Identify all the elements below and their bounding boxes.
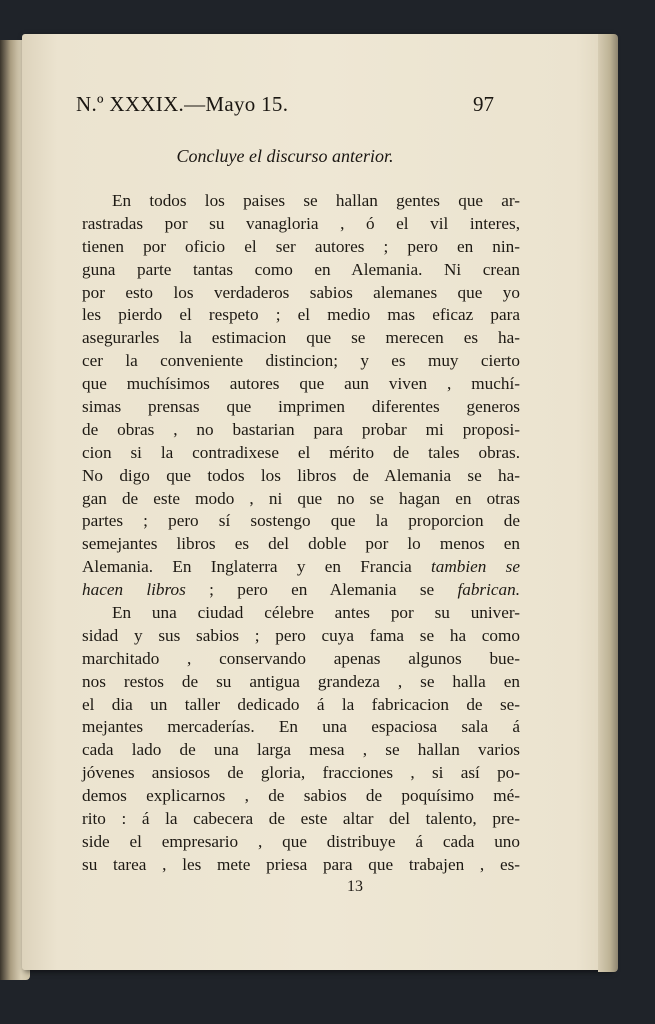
text-line: simas prensas que imprimen diferentes generos — [82, 397, 520, 417]
text-line: cion si la contradixese el mérito de tales obras. — [82, 442, 520, 462]
text-line: Alemania. En Inglaterra y en Francia tambien se — [82, 557, 520, 577]
text-line: marchitado , conservando apenas algunos bue- — [82, 648, 520, 668]
body-text — [82, 190, 520, 877]
text-line: de obras , no bastarian para probar mi proposi- — [82, 419, 520, 439]
text-line: En todos los paises se hallan gentes que ar- — [112, 191, 520, 210]
text-line: gan de este modo , ni que no se hagan en otras — [82, 488, 520, 508]
running-head: N.º XXXIX.—Mayo 15. — [76, 92, 289, 116]
text-line: rito : á la cabecera de este altar del talento, pre- — [82, 809, 520, 829]
text-line: por esto los verdaderos sabios alemanes que yo — [82, 282, 520, 302]
text-line: su tarea , les mete priesa para que trabajen , es- — [82, 854, 520, 874]
italic-phrase: fabrican. — [457, 580, 521, 600]
signature-mark: 13 — [347, 878, 363, 895]
text-line: semejantes libros es del doble por lo menos en — [82, 534, 520, 554]
text-line: rastradas por su vanagloria , ó el vil interes, — [82, 213, 520, 233]
text-line: cada lado de una larga mesa , se hallan varios — [82, 740, 520, 760]
text-line: cer la conveniente distincion; y es muy cierto — [82, 351, 520, 371]
italic-phrase: tambien se — [431, 557, 520, 577]
page-number: 97 — [473, 92, 494, 116]
page-edge — [598, 34, 618, 972]
section-subtitle: Concluye el discurso anterior. — [176, 146, 394, 166]
text-line: partes ; pero sí sostengo que la proporcion de — [82, 511, 520, 531]
text-line: side el empresario , que distribuye á cada uno — [82, 831, 520, 851]
text-line: el dia un taller dedicado á la fabricacion de se- — [82, 694, 520, 714]
text-line: sidad y sus sabios ; pero cuya fama se ha como — [82, 625, 520, 645]
text-line: mejantes mercaderías. En una espaciosa sala á — [82, 717, 520, 737]
text-line: No digo que todos los libros de Alemania se ha- — [82, 465, 520, 485]
page-header — [76, 92, 494, 120]
text-line: nos restos de su antigua grandeza , se halla en — [82, 671, 520, 691]
text-line: hacen libros ; pero en Alemania se fabrican. — [82, 580, 521, 600]
italic-phrase: hacen libros — [82, 580, 186, 600]
text-line: tienen por oficio el ser autores ; pero en nin- — [82, 236, 520, 256]
text-line: les pierdo el respeto ; el medio mas eficaz para — [82, 305, 520, 325]
text-line: En una ciudad célebre antes por su univer- — [112, 603, 520, 623]
text-line: guna parte tantas como en Alemania. Ni crean — [82, 259, 520, 279]
text-line: jóvenes ansiosos de gloria, fracciones , si así po- — [82, 763, 520, 783]
text-line: que muchísimos autores que aun viven , muchí- — [82, 374, 520, 394]
text-line: asegurarles la estimacion que se merecen es ha- — [82, 328, 520, 348]
text-line: demos explicarnos , de sabios de poquísimo mé- — [82, 786, 520, 806]
